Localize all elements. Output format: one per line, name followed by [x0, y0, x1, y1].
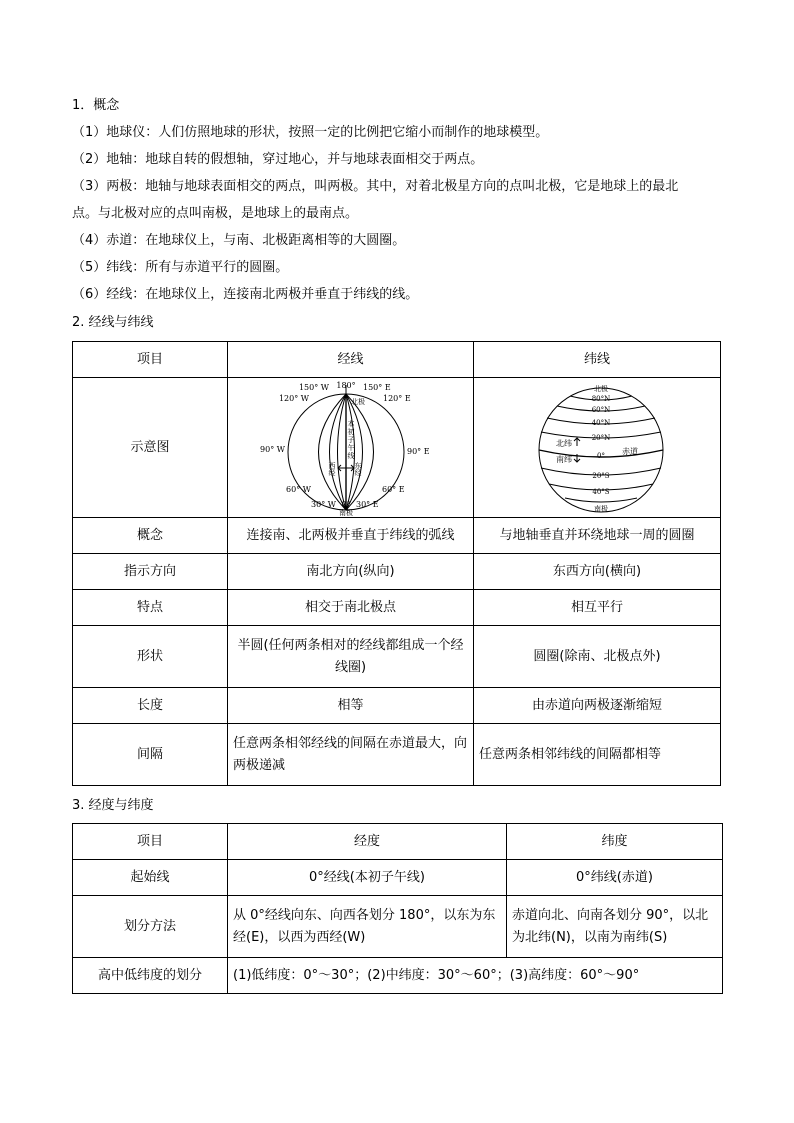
header-meridian: 经线	[228, 342, 474, 378]
table-row	[73, 958, 723, 994]
concept-item-6: （6）经线：在地球仪上，连接南北两极并垂直于纬线的线。	[72, 287, 419, 302]
table-header-row	[73, 824, 723, 860]
row-label: 高中低纬度的划分	[73, 958, 228, 994]
header-latitude: 纬度	[507, 824, 723, 860]
parallel-cell: 东西方向(横向)	[474, 554, 721, 590]
row-label: 特点	[73, 590, 228, 626]
concept-item-3: （3）两极：地轴与地球表面相交的两点，叫两极。其中，对着北极星方向的点叫北极，它是地球上的最北	[72, 179, 679, 194]
meridian-cell: 南北方向(纵向)	[228, 554, 474, 590]
parallel-cell: 圆圈(除南、北极点外)	[474, 626, 721, 688]
concept-item-2: （2）地轴：地球自转的假想轴，穿过地心，并与地球表面相交于两点。	[72, 152, 484, 167]
label-150w: 150° W	[298, 382, 329, 392]
longitude-cell: 从 0°经线向东、向西各划分 180°，以东为东经(E)，以西为西经(W)	[228, 896, 507, 958]
row-label: 起始线	[73, 860, 228, 896]
meridian-cell: 相交于南北极点	[228, 590, 474, 626]
table-header-row	[73, 342, 721, 378]
label-90e: 90° E	[406, 446, 430, 456]
table-row	[73, 626, 721, 688]
row-label: 间隔	[73, 724, 228, 786]
longitude-latitude-table	[72, 823, 723, 994]
concept-item-3-cont: 点。与北极对应的点叫南极，是地球上的最南点。	[72, 206, 359, 221]
table-row	[73, 724, 721, 786]
row-label: 概念	[73, 518, 228, 554]
label-60n: 60°N	[591, 405, 611, 414]
label-120w: 120° W	[278, 393, 309, 403]
label-west-longitude: 西经	[327, 461, 336, 476]
label-south-pole: 南极	[594, 504, 608, 513]
label-180: 180°	[335, 380, 356, 390]
row-label: 形状	[73, 626, 228, 688]
meridian-cell: 半圆(任何两条相对的经线都组成一个经线圈)	[228, 626, 474, 688]
label-60w: 60° W	[285, 484, 311, 494]
section-2-title: 2. 经线与纬线	[72, 315, 154, 330]
label-80n: 80°N	[591, 394, 611, 403]
section-1-title: 1．概念	[72, 98, 120, 113]
row-label: 指示方向	[73, 554, 228, 590]
header-parallel: 纬线	[474, 342, 721, 378]
parallel-diagram-cell	[474, 378, 721, 518]
meridian-parallel-table	[72, 341, 721, 786]
label-south-latitude: 南纬	[556, 454, 572, 464]
label-40s: 40°S	[592, 487, 610, 496]
parallel-cell: 与地轴垂直并环绕地球一周的圆圈	[474, 518, 721, 554]
concept-item-1: （1）地球仪：人们仿照地球的形状，按照一定的比例把它缩小而制作的地球模型。	[72, 125, 549, 140]
table-row	[73, 554, 721, 590]
longitude-cell: 0°经线(本初子午线)	[228, 860, 507, 896]
label-east-longitude: 东经	[353, 461, 362, 476]
label-20s: 20°S	[592, 471, 610, 480]
parallel-cell: 任意两条相邻纬线的间隔都相等	[474, 724, 721, 786]
diagram-row-label: 示意图	[73, 378, 228, 518]
header-item: 项目	[73, 342, 228, 378]
concept-item-4: （4）赤道：在地球仪上，与南、北极距离相等的大圆圈。	[72, 233, 406, 248]
label-120e: 120° E	[382, 393, 411, 403]
label-equator: 赤道	[622, 446, 638, 456]
meridian-diagram-cell	[228, 378, 474, 518]
label-150e: 150° E	[362, 382, 391, 392]
row-label: 长度	[73, 688, 228, 724]
diagram-row	[73, 378, 721, 518]
parallel-cell: 由赤道向两极逐渐缩短	[474, 688, 721, 724]
concept-item-5: （5）纬线：所有与赤道平行的圆圈。	[72, 260, 289, 275]
table-row	[73, 896, 723, 958]
label-60e: 60° E	[381, 484, 405, 494]
parallel-globe-diagram	[477, 380, 717, 516]
label-30w: 30° W	[310, 499, 336, 509]
latitude-cell: 0°纬线(赤道)	[507, 860, 723, 896]
label-20n: 20°N	[591, 433, 611, 442]
meridian-cell: 任意两条相邻经线的间隔在赤道最大，向两极递减	[228, 724, 474, 786]
label-90w: 90° W	[259, 444, 285, 454]
label-north-pole: 北极	[594, 384, 608, 393]
meridian-globe-diagram	[231, 380, 471, 516]
meridian-cell: 连接南、北两极并垂直于纬线的弧线	[228, 518, 474, 554]
table-row	[73, 590, 721, 626]
latitude-cell: 赤道向北、向南各划分 90°，以北为北纬(N)，以南为南纬(S)	[507, 896, 723, 958]
label-north-pole: 北极	[350, 397, 365, 406]
label-prime-meridian: 本初子午线	[346, 419, 355, 460]
label-north-latitude: 北纬	[556, 438, 572, 448]
label-0: 0°	[340, 499, 351, 509]
table-row	[73, 688, 721, 724]
meridian-cell: 相等	[228, 688, 474, 724]
label-south-pole: 南极	[338, 508, 353, 516]
label-40n: 40°N	[591, 418, 611, 427]
header-longitude: 经度	[228, 824, 507, 860]
label-0: 0°	[597, 451, 605, 460]
latitude-division-cell: (1)低纬度：0°～30°；(2)中纬度：30°～60°；(3)高纬度：60°～90°	[228, 958, 723, 994]
label-30e: 30° E	[355, 499, 379, 509]
table-row	[73, 518, 721, 554]
table-row	[73, 860, 723, 896]
header-item: 项目	[73, 824, 228, 860]
section-3-title: 3. 经度与纬度	[72, 798, 154, 813]
parallel-cell: 相互平行	[474, 590, 721, 626]
row-label: 划分方法	[73, 896, 228, 958]
